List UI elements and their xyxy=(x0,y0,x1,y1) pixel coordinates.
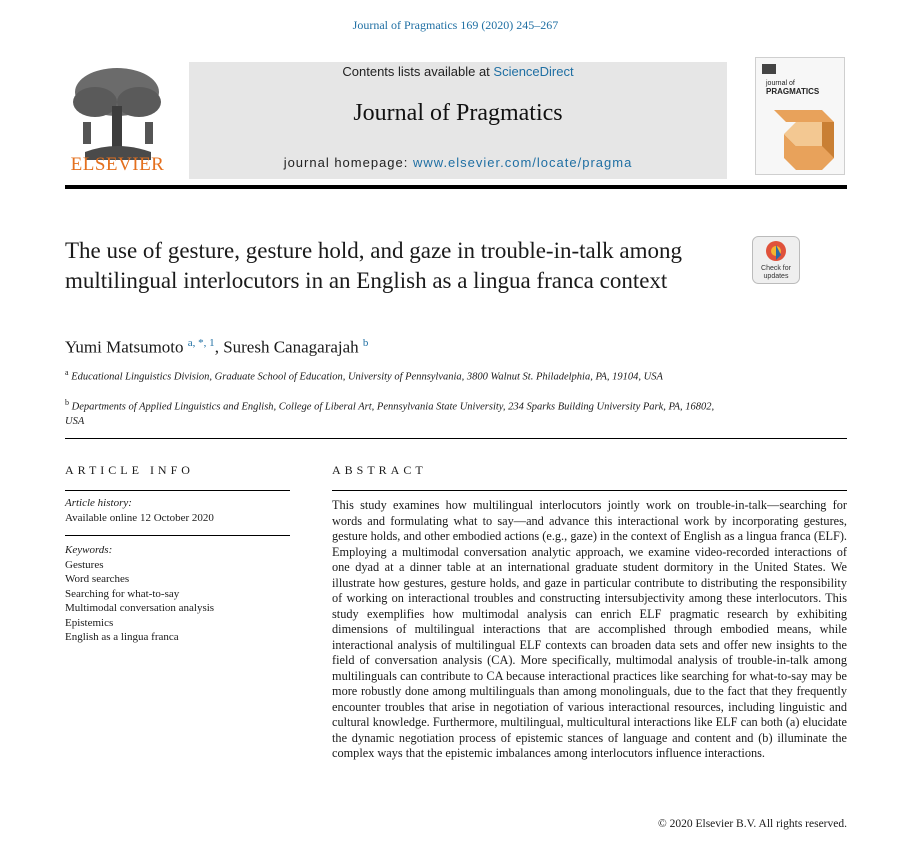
article-info-heading: ARTICLE INFO xyxy=(65,463,194,477)
homepage-link[interactable]: www.elsevier.com/locate/pragma xyxy=(413,155,633,170)
keyword-item: Multimodal conversation analysis xyxy=(65,602,215,615)
sciencedirect-link[interactable]: ScienceDirect xyxy=(493,64,574,79)
cover-artwork-icon xyxy=(756,58,844,174)
abstract-divider xyxy=(332,490,847,491)
article-title: The use of gesture, gesture hold, and gaze in trouble-in-talk among multilingual interlocutors in an English as a lingua franca context xyxy=(65,238,682,293)
elsevier-wordmark[interactable]: ELSEVIER xyxy=(70,154,165,175)
author-name[interactable]: Suresh Canagarajah xyxy=(223,337,359,357)
keywords-list xyxy=(65,558,214,644)
article-history-label: Article history: xyxy=(65,497,132,509)
contents-line xyxy=(189,64,727,79)
crossmark-label xyxy=(752,265,800,281)
cover-title-small: journal of xyxy=(766,80,795,87)
journal-citation[interactable]: Journal of Pragmatics 169 (2020) 245–267 xyxy=(352,18,559,32)
affiliation-mark: b xyxy=(65,398,69,407)
keyword-item: Word searches xyxy=(65,573,130,586)
copyright-notice: © 2020 Elsevier B.V. All rights reserved. xyxy=(658,818,847,830)
header-divider xyxy=(65,185,847,189)
homepage-prefix: journal homepage: xyxy=(283,155,413,170)
crossmark-label-line2: updates xyxy=(763,273,789,280)
author-name[interactable]: Yumi Matsumoto xyxy=(65,337,184,357)
keyword-item: Epistemics xyxy=(65,616,114,629)
contents-prefix: Contents lists available at xyxy=(342,64,494,79)
author-list xyxy=(65,337,368,358)
author-separator: , xyxy=(214,337,224,357)
homepage-line xyxy=(189,155,727,170)
check-for-updates-button[interactable] xyxy=(752,236,800,284)
article-info-divider xyxy=(65,490,290,491)
affiliation xyxy=(65,396,725,429)
journal-cover-thumbnail[interactable] xyxy=(755,57,845,175)
affiliation-text: Educational Linguistics Division, Graduate School of Education, University of Pennsylvania, 3800 Walnut St. Philadelphia, PA, 19104, USA xyxy=(71,371,663,383)
article-history-value: Available online 12 October 2020 xyxy=(65,512,214,524)
affiliation-text: Departments of Applied Linguistics and English, College of Liberal Art, Pennsylvania State University, 234 Sparks Building University Park, PA, 16802, USA xyxy=(65,401,715,427)
keyword-item: English as a lingua franca xyxy=(65,631,179,644)
section-divider xyxy=(65,438,847,439)
abstract-heading: ABSTRACT xyxy=(332,463,427,477)
author-affiliation-marks[interactable]: a, *, 1 xyxy=(187,337,215,349)
cover-title xyxy=(766,80,819,97)
keyword-item: Gestures xyxy=(65,559,104,571)
author-affiliation-marks[interactable]: b xyxy=(362,337,369,349)
cover-title-big: PRAGMATICS xyxy=(766,87,820,96)
affiliation-mark: a xyxy=(65,368,69,377)
crossmark-label-line1: Check for xyxy=(761,265,791,272)
affiliation xyxy=(65,366,725,385)
journal-masthead xyxy=(65,50,847,185)
keywords-divider xyxy=(65,535,290,536)
journal-name: Journal of Pragmatics xyxy=(353,100,563,126)
keywords-label: Keywords: xyxy=(65,544,113,556)
abstract-text: This study examines how multilingual interlocutors jointly work on trouble-in-talk—searching for words and formulating what to say—and advance this interactional work by incorporating gestures, gesture holds, and other embodied actions (e.g., gaze) in the context of English as a lingua franca (ELF). Employing a multimodal conversation analytic approach, we examine video-recorded interactions of one dyad at a dinner table at an international graduate student dormitory in the United States. We illustrate how gestures, gesture holds, and gaze in particular contribute to distributing the responsibility of working on interactional troubles and constructing intersubjectivity among these interlocutors. This study exemplifies how multimodal analysis can enrich ELF pragmatic research by exhibiting dimensions of multilingual interactions that are accomplished through embodied means, while interactional analysis of multilingual ELF contexts can broaden data sets and offer new insights to the field of conversation analysis (CA). More specifically, multimodal analysis of trouble-in-talk among multilinguals can contribute to CA because interactional practices like searching for what-to-say may be more robustly done among multilinguals than among monolinguals, due to the fact that they frequently encounter troubles that arise in negotiation of various interactional resources, including linguistic and cultural knowledge. Furthermore, multilingual, multicultural interactions like ELF can both (a) elucidate the dynamic negotiation process of epistemic stances of language and content and (b) illuminate the complex ways that the epistemic imbalances among interlocutors influence interactions. xyxy=(332,498,847,760)
keyword-item: Searching for what-to-say xyxy=(65,587,180,600)
journal-banner xyxy=(189,62,727,179)
